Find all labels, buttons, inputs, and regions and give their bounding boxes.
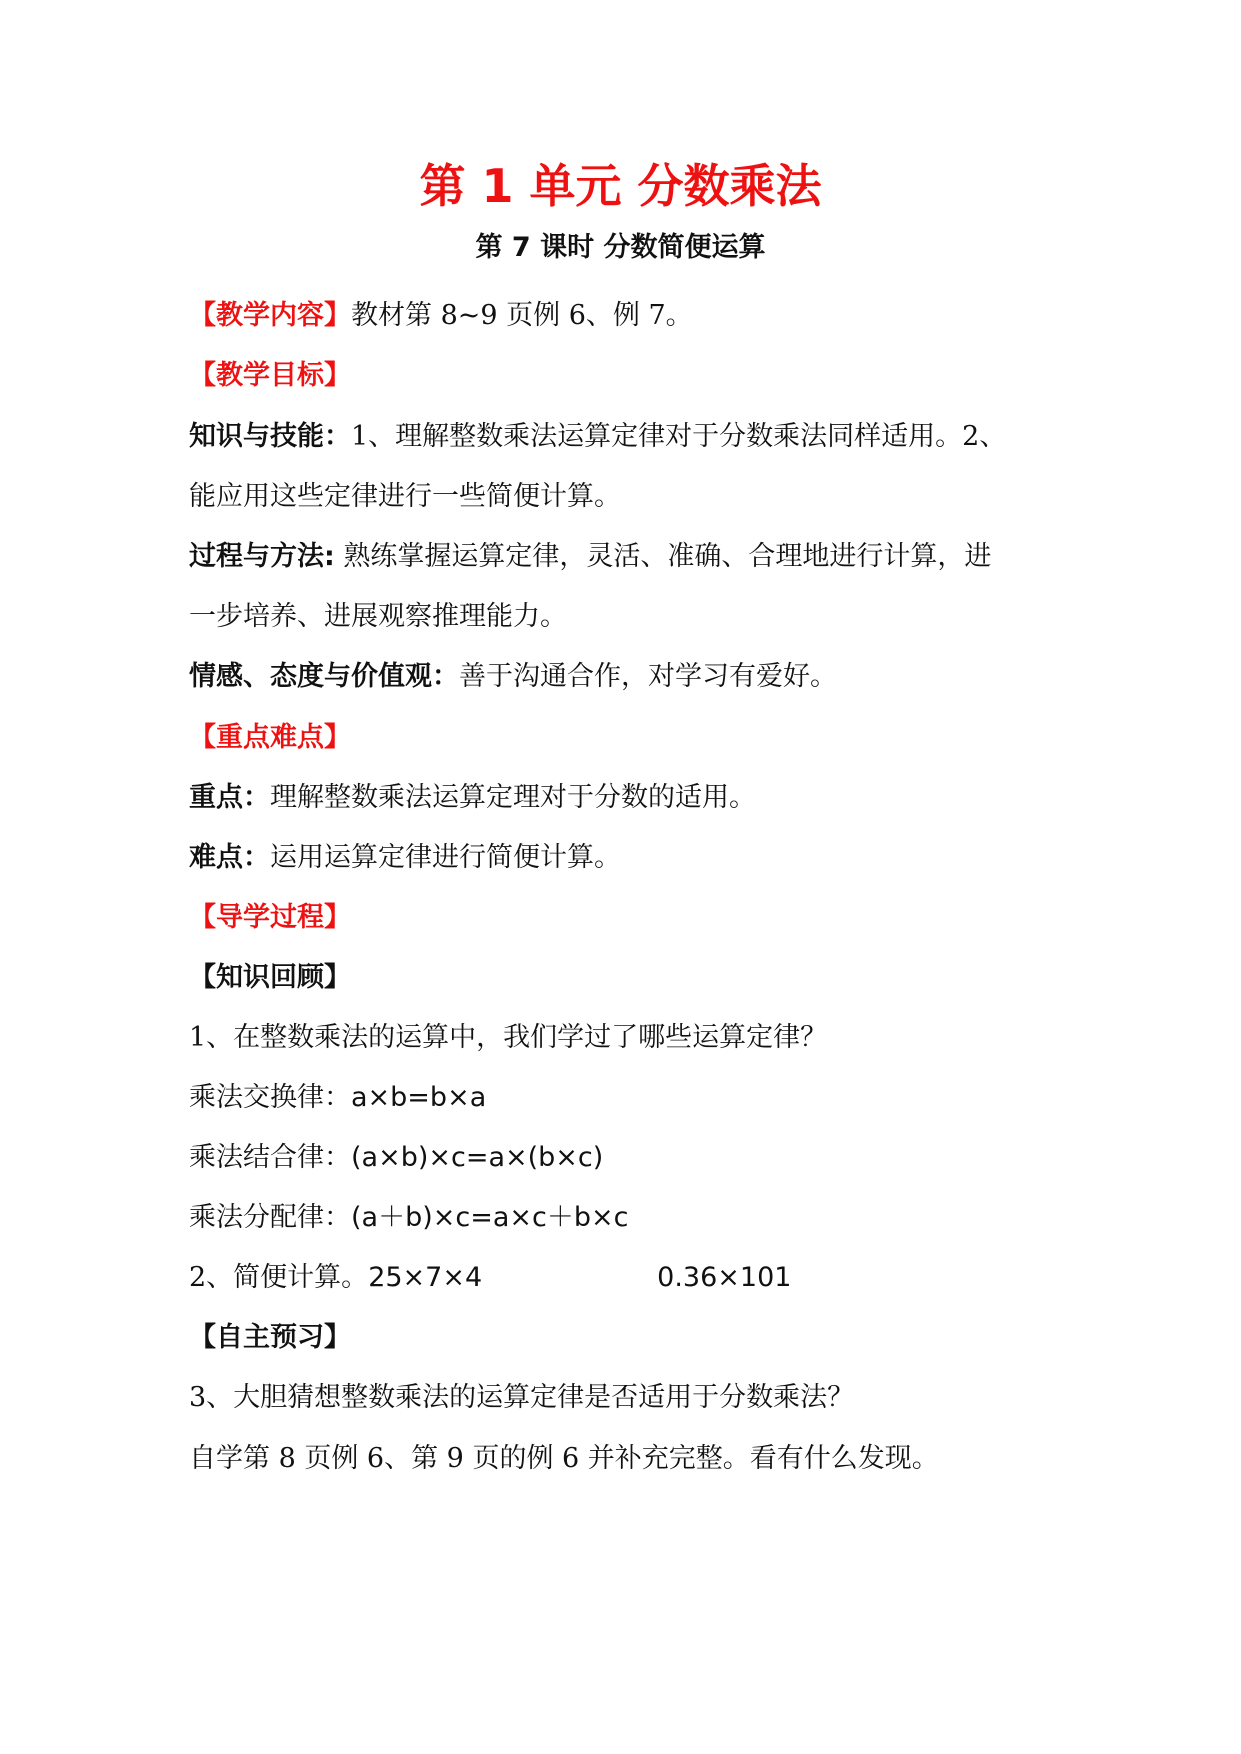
commutative-law-line [189,1078,1069,1118]
commutative-label: 乘法交换律： [189,1082,351,1113]
process-text-2: 一步培养、进展观察推理能力。 [189,601,567,632]
distributive-law-line [189,1198,1069,1238]
emotion-line [189,657,1069,697]
key-points-heading-line [189,718,1069,758]
review-heading-line [189,958,1069,998]
difficulty-label: 难点： [189,842,270,873]
difficulty-text: 运用运算定律进行简便计算。 [270,842,621,873]
distributive-formula: (a＋b)×c=a×c＋b×c [351,1202,629,1233]
distributive-label: 乘法分配律： [189,1202,351,1233]
knowledge-line-2 [189,477,1069,517]
emotion-label: 情感、态度与价值观： [189,661,459,692]
key-label: 重点： [189,782,270,813]
process-label: 过程与方法: [189,541,335,572]
key-line [189,778,1069,818]
process-line-1 [189,537,1069,577]
associative-formula: (a×b)×c=a×(b×c) [351,1142,604,1173]
unit-title: 第 1 单元 分数乘法 [419,159,822,213]
teaching-content-line [189,296,1069,336]
process-line-2 [189,597,1069,637]
key-points-heading: 【重点难点】 [189,722,351,753]
review-heading: 【知识回顾】 [189,962,351,993]
knowledge-line-1 [189,417,1069,457]
question-2-expr-2: 0.36×101 [657,1262,792,1293]
preview-heading: 【自主预习】 [189,1322,351,1353]
question-3: 3、大胆猜想整数乘法的运算定律是否适用于分数乘法？ [189,1382,855,1413]
associative-law-line [189,1138,1069,1178]
lesson-subtitle: 第 7 课时 分数简便运算 [475,232,766,263]
emotion-text: 善于沟通合作，对学习有爱好。 [459,661,837,692]
knowledge-text-1: 1、理解整数乘法运算定律对于分数乘法同样适用。2、 [351,421,1007,452]
difficulty-line [189,838,1069,878]
question-2-expr-1: 25×7×4 [368,1262,483,1293]
key-text: 理解整数乘法运算定理对于分数的适用。 [270,782,756,813]
knowledge-text-2: 能应用这些定律进行一些简便计算。 [189,481,621,512]
guide-heading: 【导学过程】 [189,902,351,933]
teaching-content-heading: 【教学内容】 [189,300,351,331]
process-text-1: 熟练掌握运算定律，灵活、准确、合理地进行计算，进 [334,541,992,572]
associative-label: 乘法结合律： [189,1142,351,1173]
question-2-line [189,1258,1069,1298]
question-2-label: 2、简便计算。 [189,1262,369,1293]
teaching-goals-heading: 【教学目标】 [189,360,351,391]
teaching-content-text: 教材第 8~9 页例 6、例 7。 [351,300,693,331]
commutative-formula: a×b=b×a [351,1082,487,1113]
knowledge-label: 知识与技能： [189,421,351,452]
guide-heading-line [189,898,1069,938]
question-1: 1、在整数乘法的运算中，我们学过了哪些运算定律？ [189,1022,828,1053]
preview-heading-line [189,1318,1069,1358]
teaching-goals-heading-line [189,356,1069,396]
self-study-line: 自学第 8 页例 6、第 9 页的例 6 并补充完整。看有什么发现。 [189,1443,939,1474]
